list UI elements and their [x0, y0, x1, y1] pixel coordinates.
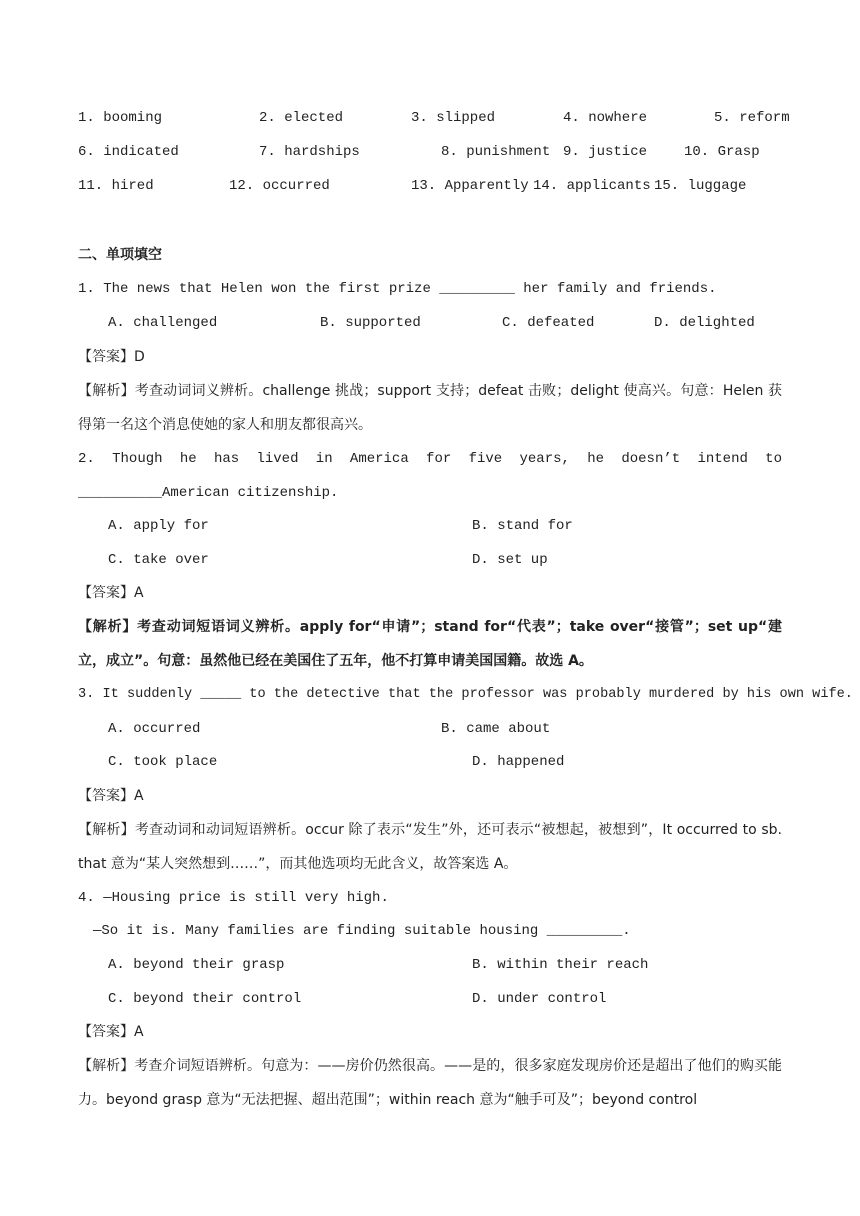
answer-key-item: 15. luggage: [654, 178, 747, 194]
q3-option-c: C. took place: [108, 754, 218, 770]
answer-key-item: 4. nowhere: [563, 110, 648, 126]
q1-option-a: A. challenged: [108, 315, 218, 331]
q2-option-c: C. take over: [108, 552, 209, 568]
answer-key-item: 8. punishment: [441, 144, 551, 160]
question-2-stem: 2. Though he has lived in America for five years, he doesn’t intend to __________American citizenship.: [78, 451, 782, 501]
answer-key-item: 11. hired: [78, 178, 154, 194]
section-title: 二、单项填空: [78, 247, 162, 263]
question-4-line-2: —So it is. Many families are finding suitable housing _________.: [93, 923, 631, 939]
q3-answer: 【答案】A: [78, 788, 144, 804]
q2-option-d: D. set up: [472, 552, 548, 568]
q3-analysis: 【解析】考查动词和动词短语辨析。occur 除了表示“发生”外，还可表示“被想起，被想到”，It occurred to sb. that 意为“某人突然想到……”，而其他选项均无此含义，故答案选 A。: [78, 822, 782, 872]
answer-key-item: 6. indicated: [78, 144, 179, 160]
answer-key-item: 9. justice: [563, 144, 648, 160]
q4-option-b: B. within their reach: [472, 957, 649, 973]
q4-answer: 【答案】A: [78, 1024, 144, 1040]
question-4-line-1: 4. —Housing price is still very high.: [78, 890, 389, 906]
q3-option-a: A. occurred: [108, 721, 201, 737]
answer-key-item: 7. hardships: [259, 144, 360, 160]
answer-key-item: 5. reform: [714, 110, 790, 126]
q4-option-d: D. under control: [472, 991, 607, 1007]
answer-key-item: 14. applicants: [533, 178, 651, 194]
answer-key-item: 13. Apparently: [411, 178, 529, 194]
question-3-stem: 3. It suddenly _____ to the detective that the professor was probably murdered by his own wife.: [78, 687, 853, 702]
q4-option-a: A. beyond their grasp: [108, 957, 285, 973]
q1-option-d: D. delighted: [654, 315, 755, 331]
q1-option-c: C. defeated: [502, 315, 595, 331]
answer-key-item: 12. occurred: [229, 178, 330, 194]
q2-answer: 【答案】A: [78, 585, 144, 601]
q1-option-b: B. supported: [320, 315, 421, 331]
answer-key-item: 3. slipped: [411, 110, 496, 126]
q1-analysis: 【解析】考查动词词义辨析。challenge 挑战；support 支持；defeat 击败；delight 使高兴。句意：Helen 获得第一名这个消息使她的家人和朋友都很高兴。: [78, 383, 782, 433]
answer-key-item: 2. elected: [259, 110, 344, 126]
q2-analysis: 【解析】考查动词短语词义辨析。apply for“申请”；stand for“代表”；take over“接管”；set up“建立，成立”。句意：虽然他已经在美国住了五年，他不打算申请美国国籍。故选 A。: [78, 619, 782, 669]
answer-key-item: 10. Grasp: [684, 144, 760, 160]
q3-option-b: B. came about: [441, 721, 551, 737]
q4-analysis: 【解析】考查介词短语辨析。句意为：——房价仍然很高。——是的，很多家庭发现房价还是超出了他们的购买能力。beyond grasp 意为“无法把握、超出范围”；within reach 意为“触手可及”；beyond control: [78, 1058, 782, 1108]
q1-answer: 【答案】D: [78, 349, 145, 365]
q4-option-c: C. beyond their control: [108, 991, 302, 1007]
answer-key-item: 1. booming: [78, 110, 163, 126]
question-1-stem: 1. The news that Helen won the first prize _________ her family and friends.: [78, 281, 717, 297]
q3-option-d: D. happened: [472, 754, 565, 770]
q2-option-b: B. stand for: [472, 518, 573, 534]
q2-option-a: A. apply for: [108, 518, 209, 534]
